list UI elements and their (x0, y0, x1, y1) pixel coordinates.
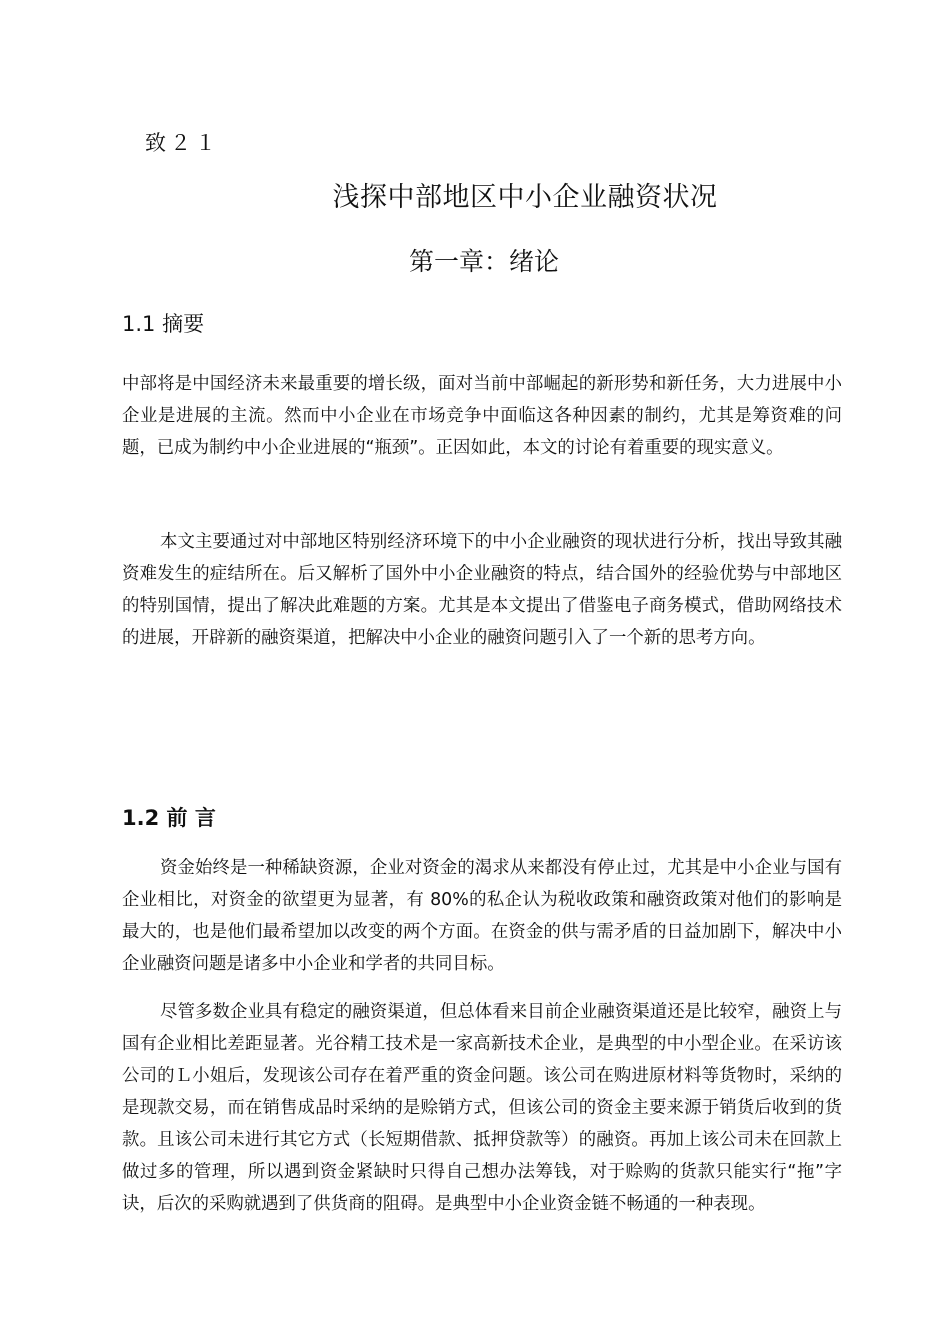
abstract-paragraph-1: 中部将是中国经济未来最重要的增长级，面对当前中部崛起的新形势和新任务，大力进展中小企业是进展的主流。然而中小企业在市场竞争中面临这各种因素的制约，尤其是筹资难的问题，已成为制约中小企业进展的“瓶颈”。正因如此，本文的讨论有着重要的现实意义。 (122, 374, 842, 458)
preface-paragraph-2: 尽管多数企业具有稳定的融资渠道，但总体看来目前企业融资渠道还是比较窄，融资上与国有企业相比差距显著。光谷精工技术是一家高新技术企业，是典型的中小型企业。在采访该公司的Ｌ小姐后，发现该公司存在着严重的资金问题。该公司在购进原材料等货物时，采纳的是现款交易，而在销售成品时采纳的是赊销方式，但该公司的资金主要来源于销货后收到的货款。且该公司未进行其它方式（长短期借款、抵押贷款等）的融资。再加上该公司未在回款上做过多的管理，所以遇到资金紧缺时只得自己想办法筹钱，对于赊购的货款只能实行“拖”字诀，后次的采购就遇到了供货商的阻碍。是典型中小企业资金链不畅通的一种表现。 (122, 1002, 842, 1214)
section-heading-abstract: 1.1 摘要 (122, 312, 205, 336)
section-heading-preface: 1.2 前 言 (122, 806, 216, 830)
header-mark: 致２１ (145, 131, 220, 155)
abstract-paragraph-2: 本文主要通过对中部地区特别经济环境下的中小企业融资的现状进行分析，找出导致其融资难发生的症结所在。后又解析了国外中小企业融资的特点，结合国外的经验优势与中部地区的特别国情，提出了解决此难题的方案。尤其是本文提出了借鉴电子商务模式，借助网络技术的进展，开辟新的融资渠道，把解决中小企业的融资问题引入了一个新的思考方向。 (122, 532, 842, 648)
document-title: 浅探中部地区中小企业融资状况 (332, 182, 718, 213)
chapter-title: 第一章：绪论 (408, 247, 559, 276)
preface-paragraph-1: 资金始终是一种稀缺资源，企业对资金的渴求从来都没有停止过，尤其是中小企业与国有企业相比，对资金的欲望更为显著，有 80%的私企认为税收政策和融资政策对他们的影响是最大的，也是他们最希望加以改变的两个方面。在资金的供与需矛盾的日益加剧下，解决中小企业融资问题是诸多中小企业和学者的共同目标。 (122, 858, 842, 974)
